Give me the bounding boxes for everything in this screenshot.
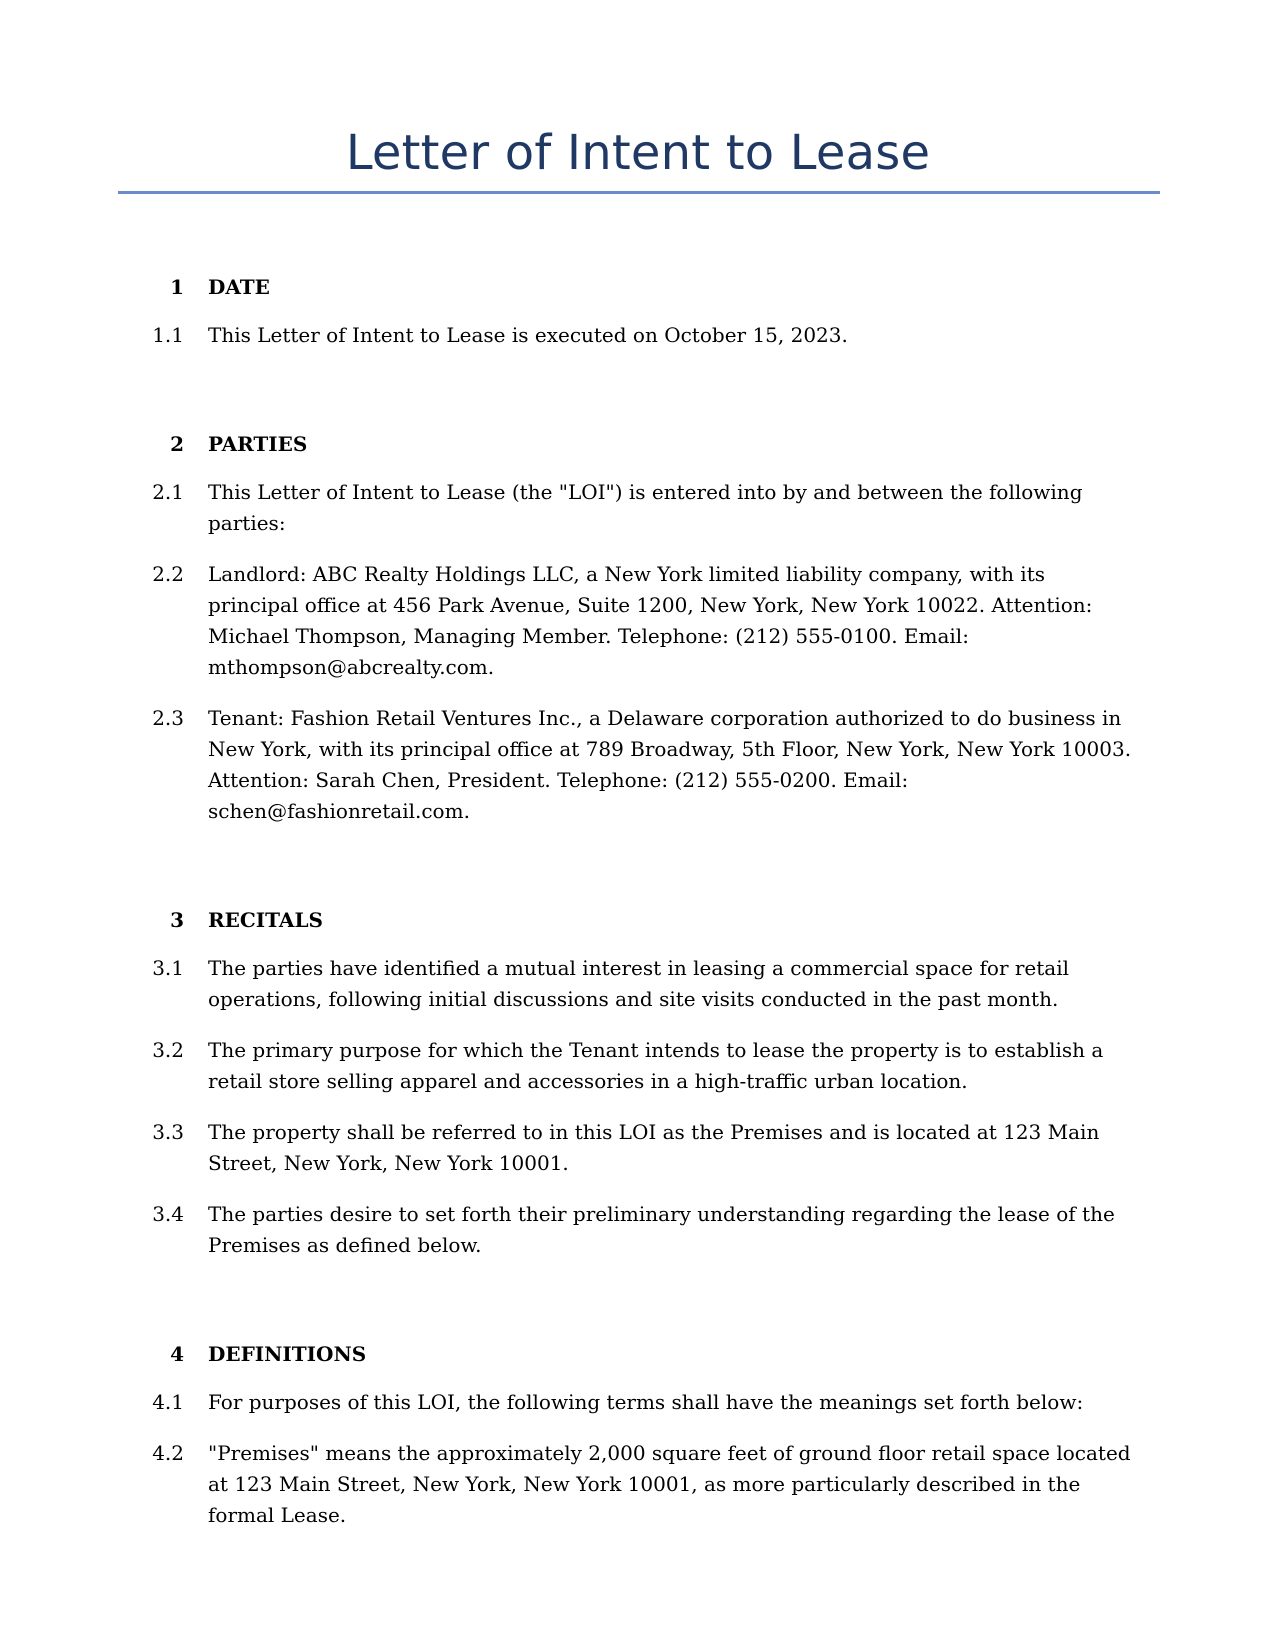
- section-heading: [0, 1337, 1275, 1371]
- section-parties: [0, 427, 1275, 827]
- clause: [0, 953, 1275, 1015]
- clause-number: 3.1: [152, 956, 184, 980]
- clause: [0, 703, 1275, 827]
- clause-text: The property shall be referred to in this LOI as the Premises and is located at 123 Main Street, New York, New York 10001.: [208, 1120, 1100, 1175]
- clause: [0, 1438, 1275, 1531]
- clause-text: Tenant: Fashion Retail Ventures Inc., a Delaware corporation authorized to do business in New York, with its principal office at 789 Broadway, 5th Floor, New York, New York 10003. Attention: Sarah Chen, President. Telephone: (212) 555-0200. Email: schen@fashionretail.com.: [208, 706, 1132, 823]
- clause-number: 4.1: [152, 1390, 184, 1414]
- section-definitions: [0, 1337, 1275, 1531]
- clause: [0, 1117, 1275, 1179]
- section-heading: [0, 270, 1275, 304]
- section-spacer: [0, 1281, 1275, 1337]
- clause-number: 2.1: [152, 480, 184, 504]
- clause-text: Landlord: ABC Realty Holdings LLC, a New York limited liability company, with its principal office at 456 Park Avenue, Suite 1200, New York, New York 10022. Attention: Michael Thompson, Managing Member. Telephone: (212) 555-0100. Email: mthompson@abcrealty.com.: [208, 562, 1093, 679]
- section-title: DEFINITIONS: [208, 1342, 367, 1366]
- clause-number: 3.3: [152, 1120, 184, 1144]
- section-title: PARTIES: [208, 432, 308, 456]
- section-spacer: [0, 371, 1275, 427]
- title-underline: [118, 191, 1160, 194]
- section-number: 2: [170, 432, 184, 456]
- document-body: [0, 270, 1275, 1551]
- clause: [0, 320, 1275, 351]
- clause-text: For purposes of this LOI, the following terms shall have the meanings set forth below:: [208, 1390, 1084, 1414]
- section-heading: [0, 903, 1275, 937]
- clause: [0, 1199, 1275, 1261]
- section-date: [0, 270, 1275, 351]
- clause-number: 2.3: [152, 706, 184, 730]
- clause-number: 2.2: [152, 562, 184, 586]
- clause-text: The parties have identified a mutual interest in leasing a commercial space for retail operations, following initial discussions and site visits conducted in the past month.: [208, 956, 1070, 1011]
- section-recitals: [0, 903, 1275, 1261]
- section-spacer: [0, 847, 1275, 903]
- section-number: 4: [170, 1342, 184, 1366]
- section-title: DATE: [208, 275, 270, 299]
- clause-text: This Letter of Intent to Lease is executed on October 15, 2023.: [208, 323, 848, 347]
- clause-text: This Letter of Intent to Lease (the "LOI") is entered into by and between the following parties:: [208, 480, 1083, 535]
- section-title: RECITALS: [208, 908, 323, 932]
- clause: [0, 559, 1275, 683]
- clause-text: "Premises" means the approximately 2,000 square feet of ground floor retail space located at 123 Main Street, New York, New York 10001, as more particularly described in the formal Lease.: [208, 1441, 1131, 1527]
- clause-number: 4.2: [152, 1441, 184, 1465]
- document-title: Letter of Intent to Lease: [345, 125, 931, 181]
- clause-number: 1.1: [152, 323, 184, 347]
- clause: [0, 477, 1275, 539]
- clause-number: 3.2: [152, 1038, 184, 1062]
- section-number: 1: [170, 275, 184, 299]
- clause: [0, 1035, 1275, 1097]
- clause-text: The primary purpose for which the Tenant intends to lease the property is to establish a retail store selling apparel and accessories in a high-traffic urban location.: [208, 1038, 1104, 1093]
- clause-text: The parties desire to set forth their preliminary understanding regarding the lease of the Premises as defined below.: [208, 1202, 1115, 1257]
- clause: [0, 1387, 1275, 1418]
- section-number: 3: [170, 908, 184, 932]
- section-heading: [0, 427, 1275, 461]
- clause-number: 3.4: [152, 1202, 184, 1226]
